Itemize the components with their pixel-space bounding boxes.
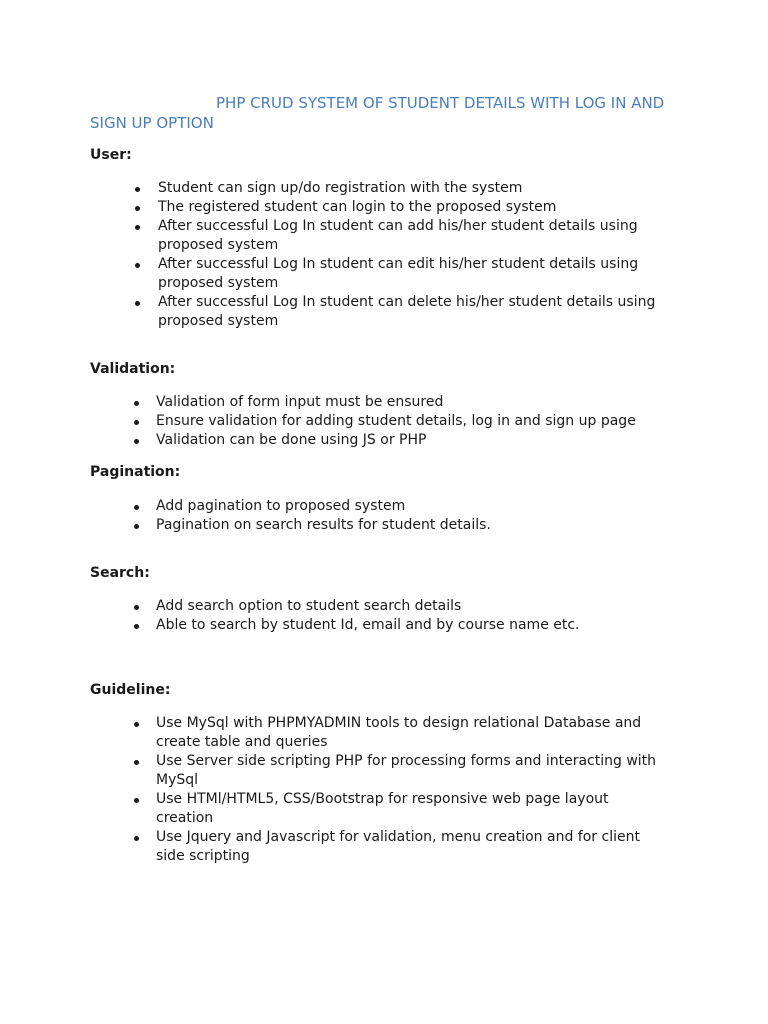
bullet-icon — [134, 605, 139, 610]
bullet-icon — [134, 439, 139, 444]
bullet-icon — [134, 836, 139, 841]
list-item: Ensure validation for adding student details, log in and sign up page — [0, 412, 666, 431]
list-item: Add pagination to proposed system — [0, 497, 666, 516]
list-item: After successful Log In student can edit his/her student details using proposed system — [0, 255, 658, 293]
bullet-list-guideline — [0, 714, 666, 866]
bullet-icon — [135, 263, 140, 268]
bullet-icon — [134, 505, 139, 510]
section-heading-pagination: Pagination: — [90, 464, 181, 480]
document-title-text: PHP CRUD SYSTEM OF STUDENT DETAILS WITH LOG IN AND SIGN UP OPTION — [90, 94, 665, 132]
bullet-icon — [134, 624, 139, 629]
bullet-icon — [134, 722, 139, 727]
bullet-list-user — [0, 179, 658, 331]
bullet-icon — [135, 187, 140, 192]
bullet-list-search — [0, 597, 666, 635]
list-item: After successful Log In student can delete his/her student details using proposed system — [0, 293, 658, 331]
list-item: Pagination on search results for student details. — [0, 516, 666, 535]
bullet-icon — [134, 420, 139, 425]
list-item: Validation can be done using JS or PHP — [0, 431, 666, 450]
document-title — [90, 93, 690, 133]
bullet-icon — [135, 301, 140, 306]
bullet-list-validation — [0, 393, 666, 450]
list-item: Use HTMl/HTML5, CSS/Bootstrap for responsive web page layout creation — [0, 790, 666, 828]
list-item: Use Server side scripting PHP for processing forms and interacting with MySql — [0, 752, 666, 790]
bullet-icon — [134, 401, 139, 406]
list-item: Add search option to student search details — [0, 597, 666, 616]
bullet-icon — [135, 206, 140, 211]
section-heading-guideline: Guideline: — [90, 682, 171, 698]
section-heading-user: User: — [90, 147, 132, 163]
list-item: After successful Log In student can add his/her student details using proposed system — [0, 217, 658, 255]
section-heading-validation: Validation: — [90, 361, 176, 377]
bullet-icon — [134, 798, 139, 803]
section-heading-search: Search: — [90, 565, 150, 581]
list-item: Use Jquery and Javascript for validation, menu creation and for client side scripting — [0, 828, 666, 866]
bullet-list-pagination — [0, 497, 666, 535]
list-item: Validation of form input must be ensured — [0, 393, 666, 412]
list-item: The registered student can login to the proposed system — [0, 198, 658, 217]
list-item: Use MySql with PHPMYADMIN tools to design relational Database and create table and queries — [0, 714, 666, 752]
bullet-icon — [135, 225, 140, 230]
bullet-icon — [134, 524, 139, 529]
list-item: Able to search by student Id, email and by course name etc. — [0, 616, 666, 635]
list-item: Student can sign up/do registration with the system — [0, 179, 658, 198]
bullet-icon — [134, 760, 139, 765]
